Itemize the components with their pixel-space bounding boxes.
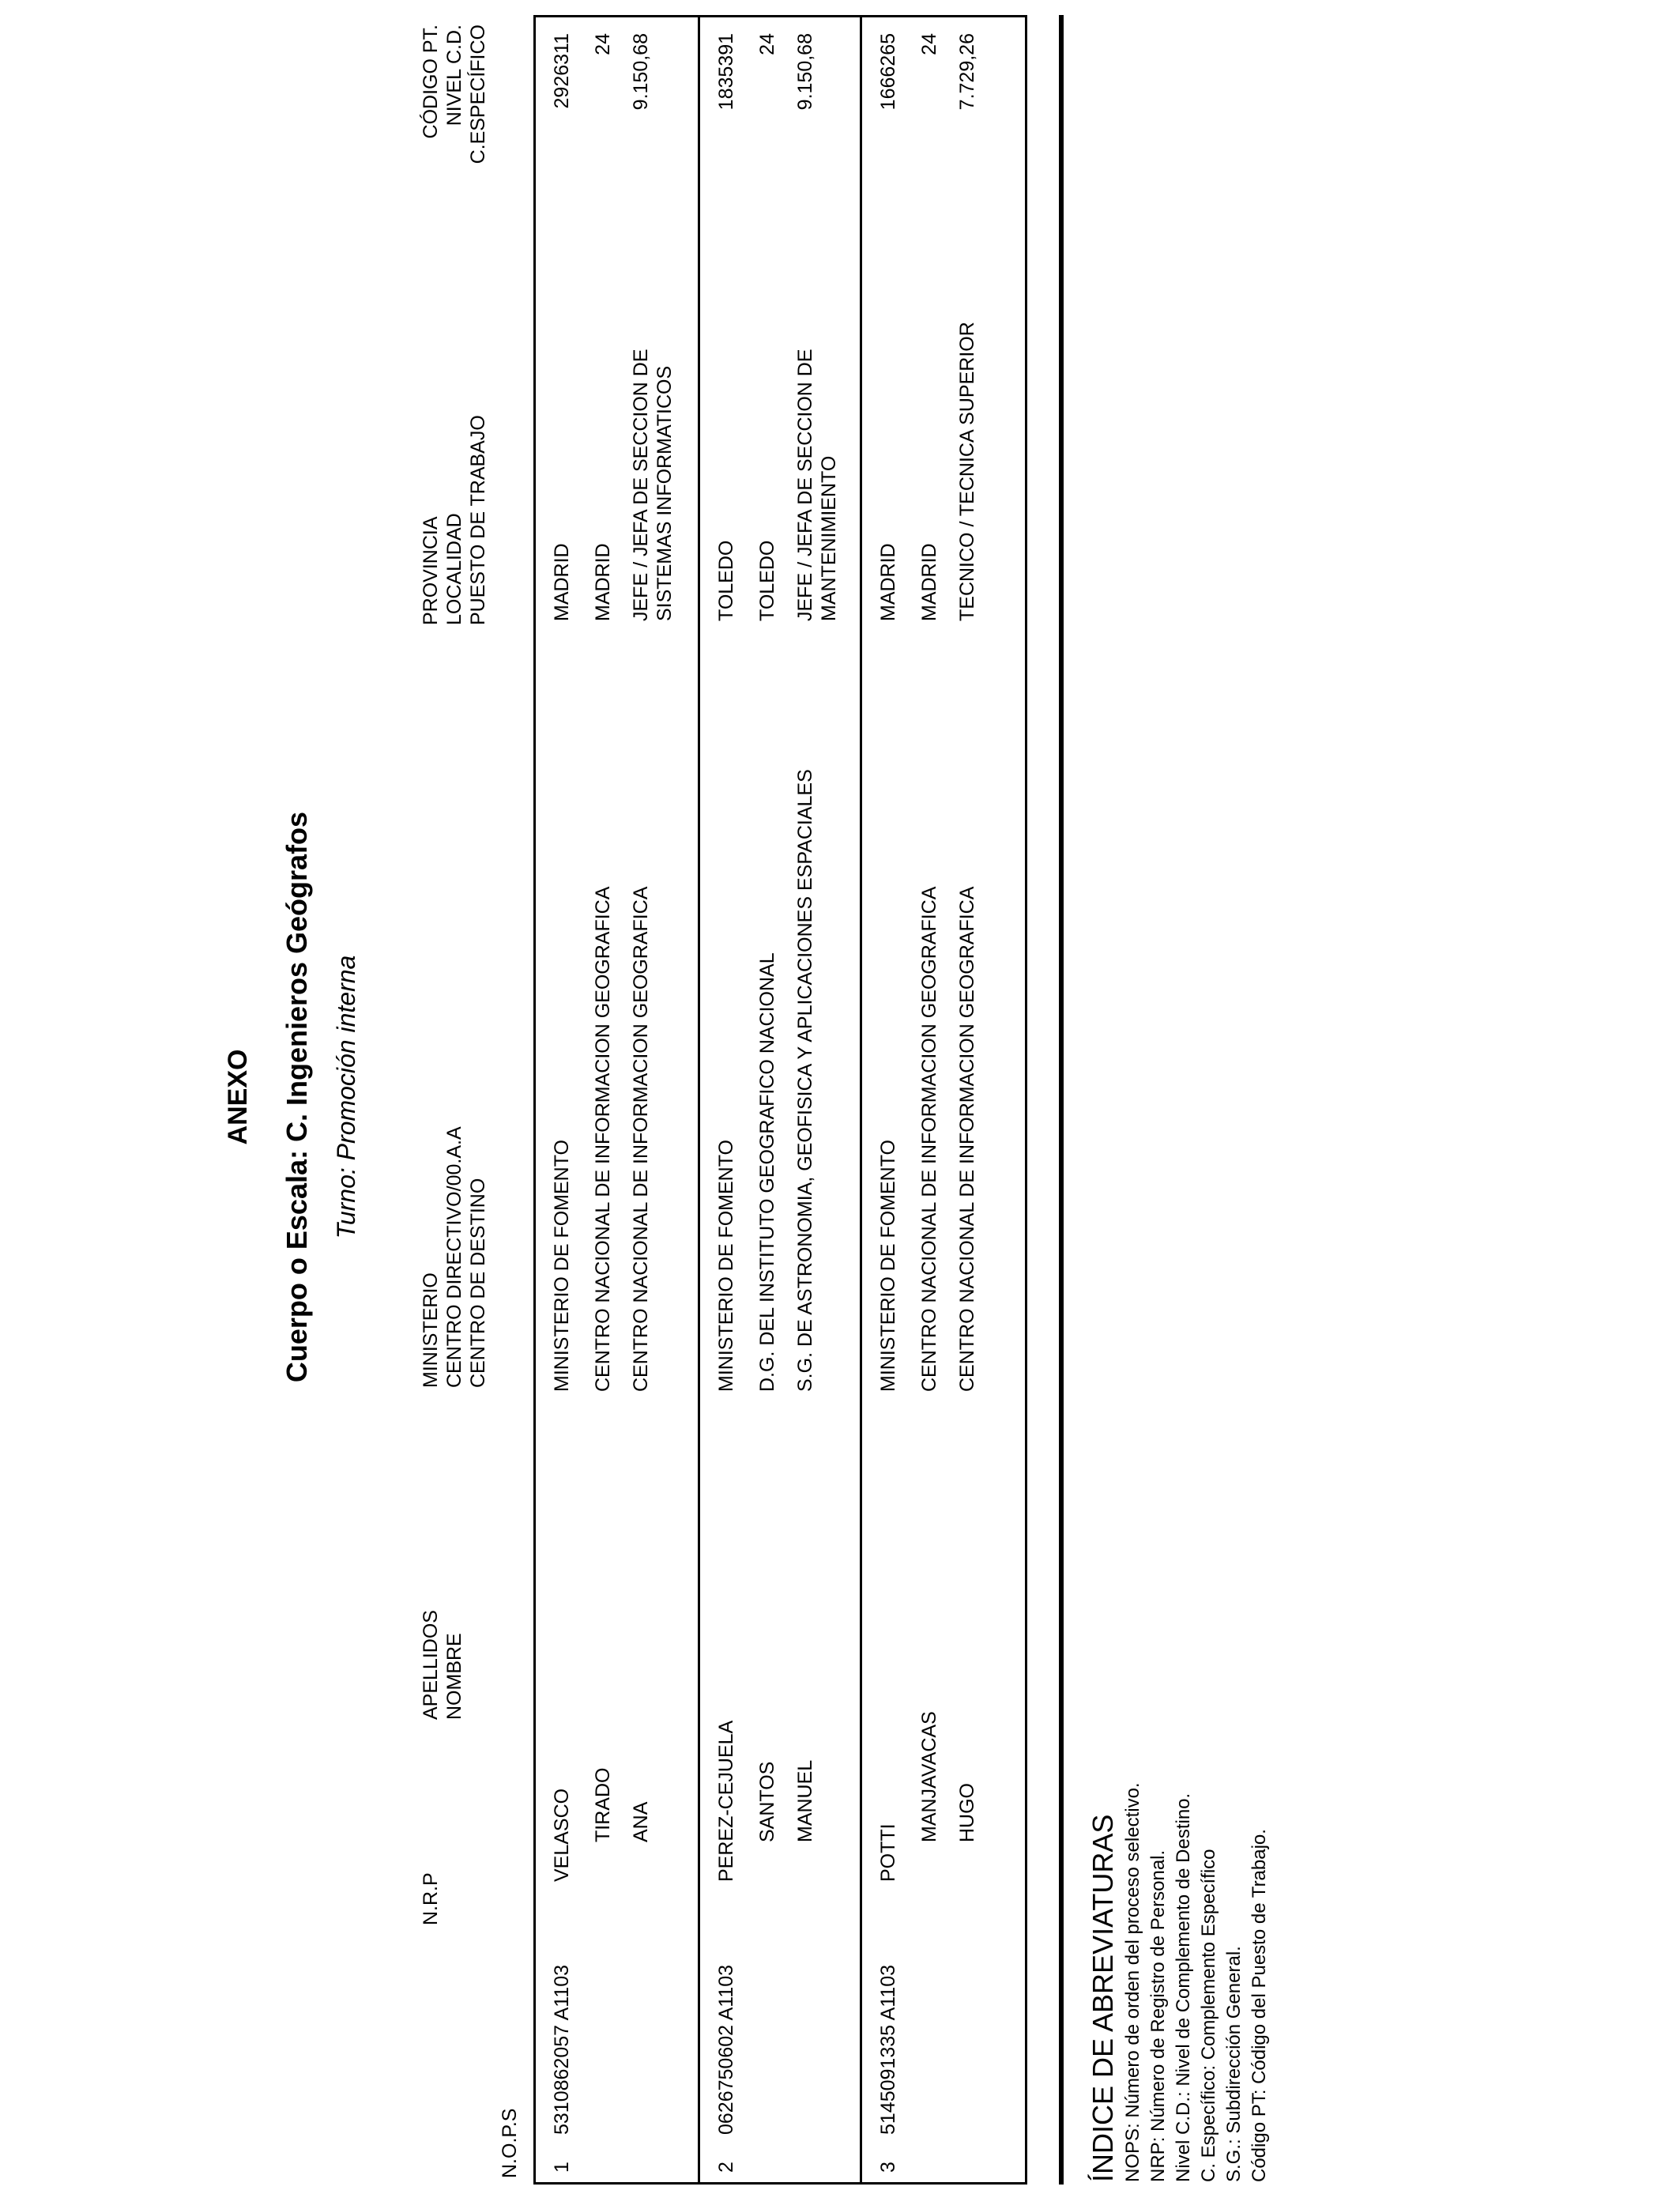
row-puesto [629, 349, 676, 621]
row-c-especifico: 9.150,68 [630, 33, 652, 111]
header-centro-directivo-label: CENTRO DIRECTIVO/00.A.A [443, 1126, 465, 1388]
row-centro-directivo: CENTRO NACIONAL DE INFORMACION GEOGRAFICA [592, 886, 614, 1392]
row-centro-destino: CENTRO NACIONAL DE INFORMACION GEOGRAFICA [956, 886, 978, 1392]
column-header-location [419, 415, 490, 625]
row-nombre: MANUEL [794, 1759, 816, 1842]
row-codigo-pt: 1835391 [715, 33, 737, 111]
annex-title: ANEXO [223, 1049, 253, 1145]
row-provincia: TOLEDO [715, 540, 737, 621]
row-apellido1: VELASCO [551, 1788, 573, 1882]
column-header-ministry [419, 1126, 490, 1388]
abbreviations-title: ÍNDICE DE ABREVIATURAS [1087, 1814, 1119, 2182]
row-puesto-line1: TECNICO / TECNICA SUPERIOR [956, 322, 978, 621]
table-row [860, 17, 1024, 2182]
turn-subtitle [332, 0, 361, 2194]
row-centro-destino: S.G. DE ASTRONOMIA, GEOFISICA Y APLICACIONES ESPACIALES [794, 769, 816, 1392]
header-nrp-label: N.R.P [420, 1872, 442, 1925]
column-header-names [419, 1610, 466, 1720]
corps-title: Cuerpo o Escala: C. Ingenieros Geógrafos [281, 811, 313, 1383]
row-nombre: HUGO [956, 1783, 978, 1842]
row-puesto [793, 349, 841, 621]
header-nops-label: N.O.P.S [499, 2108, 521, 2178]
abbreviation-item: C. Específico: Complemento Específico [1198, 1849, 1219, 2182]
row-apellido2: TIRADO [592, 1767, 614, 1842]
abbreviation-item: Nivel C.D.: Nivel de Complemento de Destino. [1173, 1793, 1194, 2182]
row-nrp: 0626750602 A1103 [715, 1964, 737, 2135]
row-ministerio: MINISTERIO DE FOMENTO [551, 1140, 573, 1392]
header-puesto-label: PUESTO DE TRABAJO [467, 415, 489, 625]
row-centro-destino: CENTRO NACIONAL DE INFORMACION GEOGRAFICA [630, 886, 652, 1392]
table-row [536, 17, 698, 2182]
row-localidad: TOLEDO [756, 540, 778, 621]
row-apellido1: PEREZ-CEJUELA [715, 1720, 737, 1882]
column-header-nrp [419, 1872, 443, 1925]
column-header-codes [419, 25, 490, 171]
row-nivel-cd: 24 [918, 33, 940, 55]
header-nombre-label: NOMBRE [443, 1633, 465, 1720]
row-apellido2: SANTOS [756, 1761, 778, 1842]
row-provincia: MADRID [551, 543, 573, 621]
abbreviation-item: Código PT: Código del Puesto de Trabajo. [1249, 1829, 1270, 2182]
row-c-especifico: 7.729,26 [956, 33, 978, 111]
header-localidad-label: LOCALIDAD [443, 513, 465, 625]
row-nivel-cd: 24 [756, 33, 778, 55]
turn-value: : Promoción interna [332, 955, 360, 1175]
row-codigo-pt: 2926311 [551, 33, 573, 109]
header-provincia-label: PROVINCIA [420, 516, 442, 625]
table-row [698, 17, 862, 2182]
row-nops: 2 [715, 2162, 737, 2173]
results-table [533, 15, 1027, 2185]
row-nrp: 5310862057 A1103 [551, 1964, 573, 2135]
abbreviation-item: NRP: Número de Registro de Personal. [1147, 1849, 1169, 2182]
header-apellidos-label: APELLIDOS [420, 1610, 442, 1720]
turn-label: Turno [332, 1174, 360, 1239]
row-puesto-line1: JEFE / JEFA DE SECCION DE [630, 349, 652, 621]
row-localidad: MADRID [918, 543, 940, 621]
abbreviation-item: NOPS: Número de orden del proceso selectivo. [1122, 1782, 1143, 2182]
row-puesto [955, 322, 979, 621]
abbreviation-item: S.G.: Subdirección General. [1223, 1946, 1245, 2182]
row-apellido2: MANJAVACAS [918, 1711, 940, 1842]
row-apellido1: POTTI [877, 1823, 899, 1882]
column-header-nops [498, 2109, 522, 2178]
row-codigo-pt: 1666265 [877, 33, 899, 111]
header-c-especifico-label: C.ESPECÍFICO [467, 25, 489, 164]
row-nombre: ANA [630, 1801, 652, 1842]
abbreviations-list [1121, 1782, 1272, 2182]
row-provincia: MADRID [877, 543, 899, 621]
row-centro-directivo: CENTRO NACIONAL DE INFORMACION GEOGRAFICA [918, 886, 940, 1392]
row-puesto-line1: JEFE / JEFA DE SECCION DE [794, 349, 816, 621]
row-nivel-cd: 24 [592, 33, 614, 55]
row-c-especifico: 9.150,68 [794, 33, 816, 111]
row-localidad: MADRID [592, 543, 614, 621]
row-puesto-line2: SISTEMAS INFORMATICOS [654, 365, 676, 621]
row-nrp: 5145091335 A1103 [877, 1964, 899, 2135]
row-centro-directivo: D.G. DEL INSTITUTO GEOGRAFICO NACIONAL [756, 952, 778, 1392]
header-codigo-pt-label: CÓDIGO PT. [420, 25, 442, 139]
section-divider [1059, 15, 1064, 2185]
header-ministerio-label: MINISTERIO [420, 1272, 442, 1388]
row-ministerio: MINISTERIO DE FOMENTO [877, 1140, 899, 1392]
row-ministerio: MINISTERIO DE FOMENTO [715, 1140, 737, 1392]
row-nops: 1 [551, 2162, 573, 2173]
row-nops: 3 [877, 2162, 899, 2173]
header-centro-destino-label: CENTRO DE DESTINO [467, 1178, 489, 1388]
row-puesto-line2: MANTENIMIENTO [818, 455, 840, 621]
header-nivel-cd-label: NIVEL C.D. [443, 25, 465, 126]
